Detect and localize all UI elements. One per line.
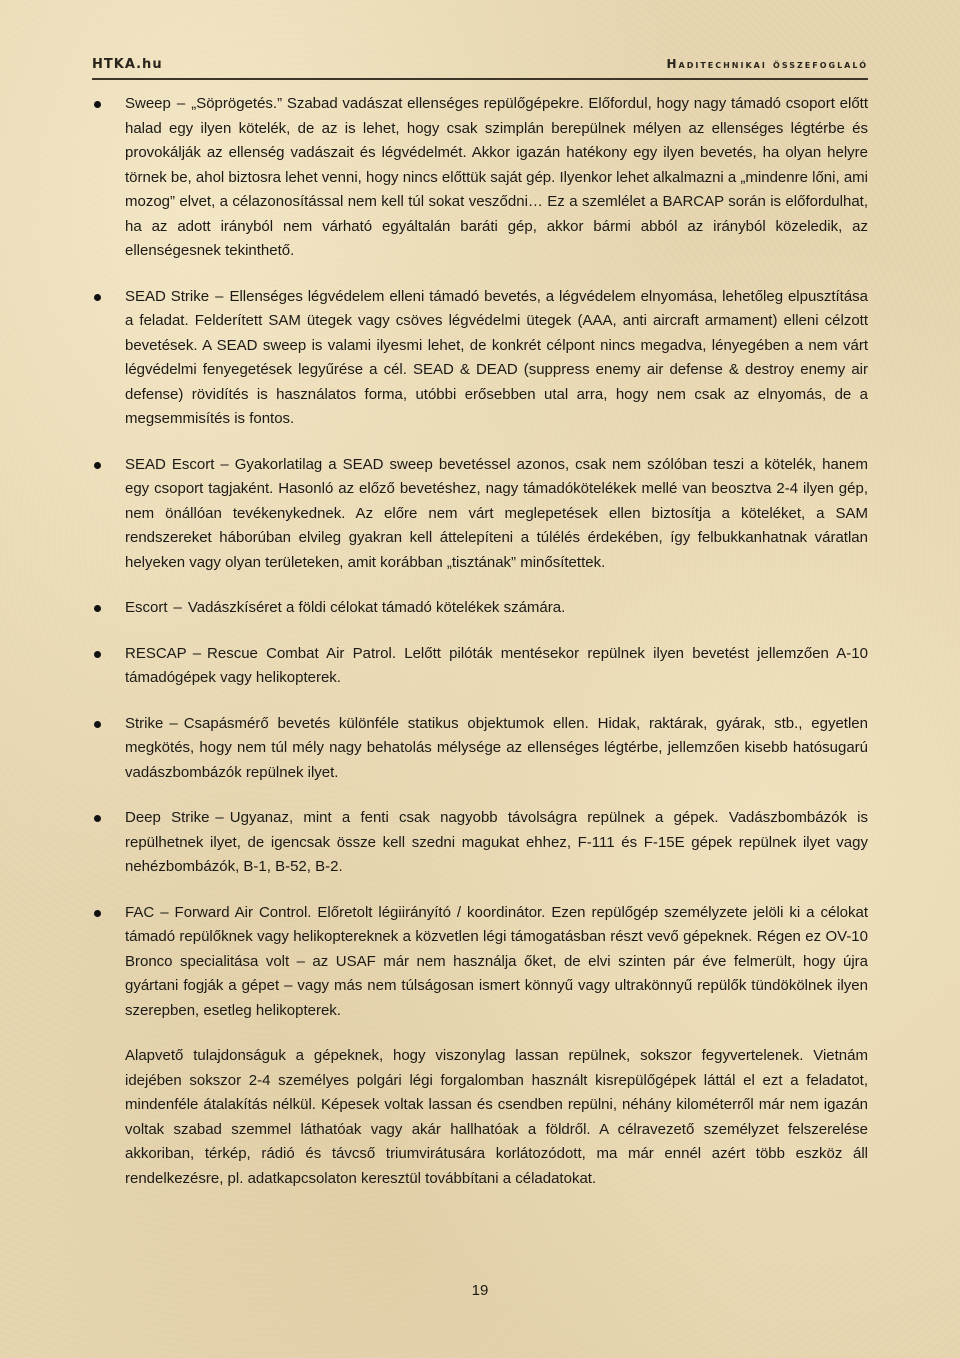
entry-term: SEAD Escort (125, 455, 215, 473)
list-item (92, 806, 868, 880)
entry-text (125, 642, 868, 691)
entry-text (125, 901, 868, 1024)
list-item (92, 92, 868, 264)
bullet-icon (94, 721, 101, 728)
entry-separator: – (173, 599, 182, 616)
entry-separator: – (192, 644, 202, 662)
entry-text (125, 596, 868, 621)
bullet-icon (94, 815, 101, 822)
entry-text (125, 453, 868, 576)
entry-separator: – (215, 287, 224, 305)
bullet-icon (94, 462, 101, 469)
list-item (92, 596, 868, 621)
list-item (92, 642, 868, 691)
page-content (92, 92, 868, 1191)
list-item (92, 901, 868, 1024)
entry-text (125, 92, 868, 264)
entry-description: Vadászkíséret a földi célokat támadó kötelékek számára. (187, 599, 566, 616)
closing-paragraph: Alapvető tulajdonságuk a gépeknek, hogy viszonylag lassan repülnek, sokszor fegyvertelenek. Vietnám idejében sokszor 2-4 személyes polgári légi forgalomban használt kisrepülőgépek láttál el ezt a feladatot, mindenféle átalakítás nélkül. Képesek voltak lassan és csendben repülni, néhány kilométerről már nem igazán voltak szabad szemmel láthatóak vagy akár hallhatóak a földről. A célravezető személyzet felszerelése akkoriban, térkép, rádió és távcső triumvirátusára korlátozódott, ma már ennél azért több eszköz áll rendelkezésre, pl. adatkapcsolaton keresztül továbbítani a céladatokat. (125, 1047, 868, 1187)
entry-term: Deep Strike (125, 809, 210, 826)
entry-separator: – (220, 455, 229, 473)
entry-term: Sweep (125, 95, 171, 112)
bullet-icon (94, 605, 101, 612)
entry-separator: – (169, 714, 178, 732)
entry-text (125, 806, 868, 880)
page-number: 19 (471, 1282, 489, 1299)
entry-term: RESCAP (125, 644, 187, 662)
list-item (92, 712, 868, 786)
entry-term: FAC (125, 903, 155, 921)
entry-separator: – (176, 95, 186, 112)
entry-description: „Söprögetés.” Szabad vadászat ellenséges repülőgépekre. Előfordul, hogy nagy támadó csoport előtt halad egy ilyen kötelék, de az is lehet, hogy csak szimplán berepülnek mélyen az ellenséges légtérbe és provokálják az ellenség vadászait és légvédelmét. Akkor igazán hatékony egy ilyen bevetés, ha olyan helyre törnek be, ahol biztosra lehet venni, hogy nincs előttük saját gép. Ilyenkor lehet alkalmazni a „mindenre lőni, ami mozog” elvet, a célazonosítással nem kell túl sokat vesződni… Ez a szemlélet a BARCAP során is előfordulhat, ha az adott irányból nem várható egyáltalán baráti gép, akkor bármi abból az irányból közeledik, az ellenségesnek tekinthető. (125, 95, 868, 259)
bullet-icon (94, 294, 101, 301)
entry-term: SEAD Strike (125, 287, 210, 305)
entry-description: Rescue Combat Air Patrol. Lelőtt pilóták mentésekor repülnek ilyen bevetést jellemzően A-10 támadógépek vagy helikopterek. (125, 644, 868, 686)
entry-description: Ugyanaz, mint a fenti csak nagyobb távolságra repülnek a gépek. Vadászbombázók is repülhetnek ilyet, de igencsak össze kell szedni magukat ehhez, F-111 és F-15E gépek repülnek ilyet vagy nehézbombázók, B-1, B-52, B-2. (125, 809, 868, 875)
entry-text (125, 285, 868, 432)
entry-text (125, 712, 868, 786)
page-header (92, 56, 868, 80)
entry-term: Strike (125, 714, 164, 732)
entry-term: Escort (125, 599, 168, 616)
entry-separator: – (215, 809, 224, 826)
list-item (92, 285, 868, 432)
entry-description: Forward Air Control. Előretolt légiirányító / koordinátor. Ezen repülőgép személyzete jelöli ki a célokat támadó repülőknek vagy helikoptereknek a közvetlen légi támogatásban részt vevő gépeknek. Régen ez OV-10 Bronco specialitása volt – az USAF már nem használja őket, de elvi szinten pár éve felmerült, hogy újra gyártani fogják a gépet – vagy más nem túlságosan ismert könnyű vagy ultrakönnyű repülők tündökölnek ilyen szerepben, esetleg helikopterek. (125, 903, 868, 1019)
entry-description: Csapásmérő bevetés különféle statikus objektumok ellen. Hidak, raktárak, gyárak, stb., egyetlen megkötés, hogy nem túl mély nagy behatolás mélysége az ellenséges légtérbe, jellemzően kisebb hatósugarú vadászbombázók repülnek ilyet. (125, 714, 868, 781)
bullet-icon (94, 101, 101, 108)
bullet-icon (94, 910, 101, 917)
entry-description: Gyakorlatilag a SEAD sweep bevetéssel azonos, csak nem szólóban teszi a kötelék, hanem egy csoport tagjaként. Hasonló az előző bevetéshez, nagy támadókötelékek mellé van beosztva 2-4 ilyen gép, nem önállóan tevékenykednek. Az előre nem várt meglepetések ellen biztosítja a köteléket, a SAM rendszereket háborúban elvileg gyakran kell áttelepíteni a túlélés érdekében, így felbukkanhatnak váratlan helyeken vagy olyan területeken, amit korábban „tisztának” minősítettek. (125, 455, 868, 571)
entry-separator: – (160, 903, 169, 921)
site-name: HTKA.hu (92, 57, 163, 72)
section-title: Haditechnikai összefoglaló (666, 57, 868, 71)
bullet-icon (94, 651, 101, 658)
entry-description: Ellenséges légvédelem elleni támadó bevetés, a légvédelem elnyomása, lehetőleg elpusztítása a feladat. Felderített SAM ütegek vagy csöves légvédelmi ütegek (AAA, anti aircraft armament) elleni célzott bevetések. A SEAD sweep is valami ilyesmi lehet, de konkrét célpont nincs megadva, lényegében a nem várt légvédelmi fenyegetések legyűrése a cél. SEAD & DEAD (suppress enemy air defense & destroy enemy air defense) rövidítés is használatos forma, utóbbi erősebben utal arra, hogy nem csak az elnyomás, de a megsemmisítés is fontos. (125, 287, 869, 427)
list-item (92, 453, 868, 576)
